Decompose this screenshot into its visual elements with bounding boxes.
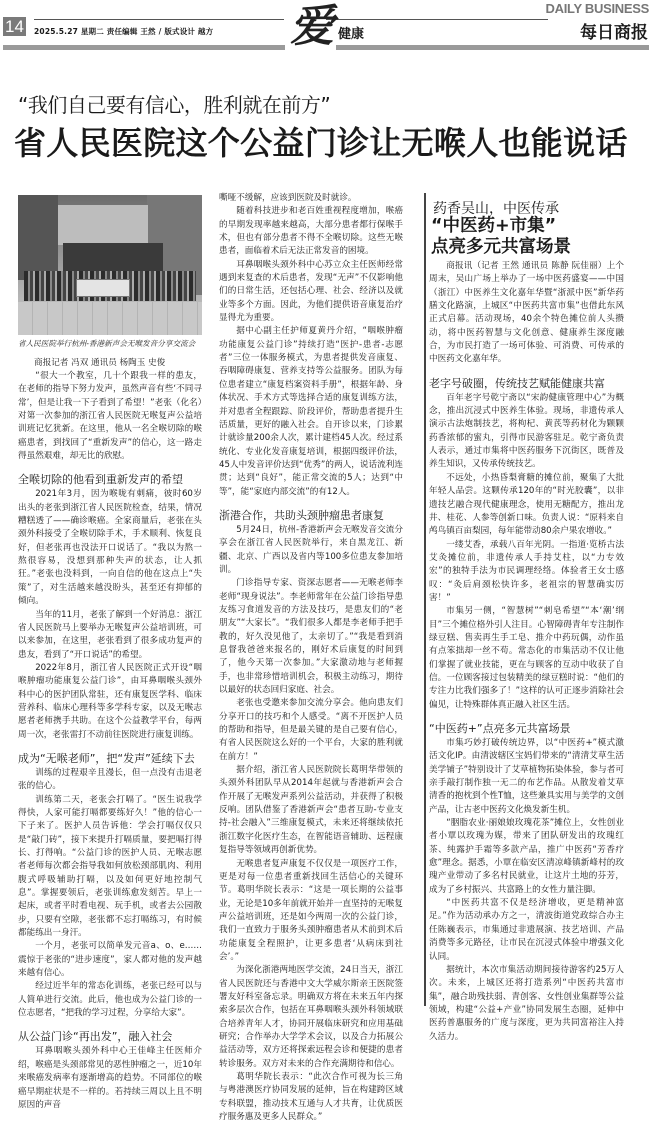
article-headline: 省人民医院这个公益门诊让无喉人也能说话 (14, 124, 628, 162)
paragraph: 当年的11月，老张了解到一个好消息：浙江省人民医院马上要举办无喉复声公益培训班，可以来参加，在这里，老张看到了很多成功复声的患友，看到了“开口说话”的希望。 (18, 609, 202, 660)
group-photo (18, 195, 202, 335)
paragraph: 老张也受邀来参加交流分享会。他向患友们分享开口的技巧和个人感受。“离不开医护人员的帮助和指导，但是最关键的是自己要有信心，有省人民医院这么好的一个平台，大家的胜利就在前方！” (219, 698, 403, 762)
article-column-1 (18, 370, 202, 1112)
photo-ground (18, 302, 202, 335)
page-number: 14 (3, 17, 26, 36)
section-subheading: 成为“无喉老师”，把“发声”延续下去 (18, 751, 195, 765)
paragraph: 市集巧妙打破传统边界，以“中医药+”模式激活文化IP。由清波辖区宝妈们带来的“清清艾草生活美学铺子”特别设计了艾草植物拓染体验，参与者可亲手敲打制作独一无二的布艺作品。从散发着艾草清香的抱枕到个性T恤，这些兼具实用与美学的文创产品，让古老中医药文化焕发新生机。 (429, 738, 624, 815)
photo-backdrop (63, 243, 163, 273)
photo-caption: 省人民医院举行杭州-香港新声会无喉发音分享交流会 (18, 339, 196, 348)
paragraph: 耳鼻咽喉头颈外科中心苏立众主任医师经常遇到来复查的术后患者，发现“无声”不仅影响他们的日常生活，还包括心理、社会、经济以及就业等多个方面。因此，为他们提供语音康复治疗显得尤为重要。 (219, 259, 403, 324)
masthead (0, 0, 652, 60)
masthead-bar (3, 45, 285, 50)
section-subheading: “中医药+”点亮多元共富场景 (429, 722, 571, 735)
section-subheading: 老字号破圈，传统技艺赋能健康共富 (429, 376, 605, 390)
section-name: 健康 (338, 27, 365, 42)
paragraph: 训练第二天，老张会打嗝了。“医生说我学得快，人家可能打嗝都要练好久！”他的信心一下子来了。医护人员告诉他：学会打嗝仅仅只是“敲门砖”，接下来提升打嗝质量，要把嗝打得长、打得响。“公益门诊的医护人员、无喉志愿者老师每次都会指导我如何放松颈部肌肉、利用腹式呼吸辅助打嗝，以及如何更好地控制气息”。掌握要领后，老张训练愈发刻苦。早上一起床，或者平时看电视、玩手机，或者去公园散步，只要有空隙，老张都不忘打嗝练习，有时候都能练出一身汗。 (18, 794, 202, 939)
section-subheading: 浙港合作，共助头颈肿瘤患者康复 (219, 508, 384, 522)
paragraph: 一个月，老张可以简单发元音a、o、e……震惊于老张的“进步速度”，家人都对他的发声越来越有信心。 (18, 941, 202, 979)
paragraph: 5月24日，杭州-香港新声会无喉发音交流分享会在浙江省人民医院举行，来自黑龙江、新疆、北京、广西以及省内等100多位患友参加培训。 (219, 524, 403, 575)
article-column-2 (219, 192, 403, 1124)
sidebar-headline (431, 216, 571, 258)
masthead-rule (326, 19, 548, 20)
photo-banner (76, 279, 130, 297)
paragraph: 2022年8月，浙江省人民医院正式开设“咽喉肿瘤功能康复公益门诊”，由耳鼻咽喉头颈外科中心的医护团队常驻，还有康复医学科、临床营养科、临床心理科等多学科专家，以及无喉志愿者老师携手共助。在这个公益教学平台，每两周一次，老张雷打不动前往医院进行康复训练。 (18, 662, 202, 740)
paragraph: 无喉患者复声康复不仅仅是一项医疗工作，更是对每一位患者重新找回生活信心的关键环节。葛明华院长表示：“这是一项长期的公益事业，无论是10多年前就开始并一直坚持的无喉复声公益培训班，还是如今两周一次的公益门诊，我们一直致力于服务头颈肿瘤患者从术前到术后功能康复全程照护，让更多患者‘从病床到社会’。” (219, 858, 403, 962)
paragraph: “胭脂农业·丽娘娘玫瑰花茶”摊位上，女性创业者小覃以玫瑰为媒，带来了团队研发出的玫瑰红茶、纯露护手霜等多款产品，推广中医药“芳香疗愈”理念。据悉，小覃在临安区清凉峰镇新峰村的玫瑰产业带动了多名村民就业，让这片土地的芬芳，成为了乡村振兴、共富路上的女性力量注脚。 (429, 818, 624, 895)
article-kicker: “我们自己要有信心，胜利就在前方” (18, 93, 331, 117)
section-logo-glyph: 爱 (290, 1, 334, 52)
sidebar-column (429, 260, 624, 1044)
paragraph: 据统计，本次市集活动期间接待游客约25万人次。未来，上城区还将打造系列“中医药共富市集”，融合助残扶弱、青创客、女性创业集群等公益领域，构建“公益+产业”协同发展生态圈，延伸中医药普惠服务的广度与深度，更为共同富裕注入持久活力。 (429, 964, 624, 1042)
paragraph: 门诊指导专家、资深志愿者——无喉老师李老师“现身说法”。李老师常年在公益门诊指导患友练习食道发音的方法及技巧，是患友们的“老朋友”“大家长”。“我们很多人都是李老师手把手教的，好久没见他了，太亲切了。”“我是看到消息督我爸爸来报名的，刚好术后康复的时间到了，他今天第一次参加。”大家激动地与老师握手，也非常珍惜培训机会，积极主动练习，期待以最好的状态回归家庭、社会。 (219, 578, 403, 696)
paragraph: 据中心副主任护师夏黄丹介绍，“咽喉肿瘤功能康复公益门诊”持续打造“医护-患者-志愿者”三位一体服务模式，为患者提供发音康复、吞咽障碍康复、营养支持等公益服务。团队为每位患者建立“康复档案资料手册”，根据年龄、身体状况、手术方式等选择合适的康复训练方法，并对患者全程跟踪、阶段评价，帮助患者提升生活质量，更好的融入社会。自开诊以来，门诊累计就诊量200余人次，累计建档45人次。经过系统化、专业化发音康复培训，根据四级评价法，45人中发音评价达到“优秀”的两人，说话流利连贯；达到“良好”，能正常交流的5人；达到“中等”，能“家庭内部交流”的有12人。 (219, 326, 403, 497)
paragraph: 训练的过程艰辛且漫长，但一点没有击退老张的信心。 (18, 767, 202, 792)
paragraph: 据介绍，浙江省人民医院院长葛明华带领的头颈外科团队早从2014年起就与香港新声会合作开展了无喉发声系列公益活动，并获得了积极反响。团队借鉴了香港新声会“患者互助-专业支持-社会融入”三维康复模式，未来还将继续依托浙江数字化医疗生态，在智能语音辅助、远程康复指导等领域再创新优势。 (219, 765, 403, 856)
section-subheading: 全喉切除的他看到重新发声的希望 (18, 473, 183, 487)
sidebar-headline-line2: 点亮多元共富场景 (431, 237, 571, 257)
paragraph: 市集另一侧，“智慧树”“刺皂希望”“本‘潮’纲目”三个摊位格外引人注目。心智障碍青年专注制作绿豆糕、售卖再生手工皂、推介中药玩偶，动作虽有点笨拙却一丝不苟。常态化的市集活动不仅让他们掌握了就业技能，更在与顾客的互动中收获了自信。一位顾客接过包装精美的绿豆糕时说：“他们的专注力比我们强多了！”这样的认可正逐步消除社会偏见，让特殊群体真正融入社区生活。 (429, 606, 624, 710)
paragraph: 耳鼻咽喉头颈外科中心王佳峰主任医师介绍，喉癌是头颈部常见的恶性肿瘤之一，近10年来喉癌发病率有逐渐增高的趋势。不同部位的喉癌早期症状是不一样的。若持续三周以上且不明原因的声音 (18, 1046, 202, 1110)
paragraph: 经过近半年的常态化训练，老张已经可以与人简单进行交流。此后，他也成为公益门诊的一位志愿者，“把我的学习过程，分享给大家”。 (18, 981, 202, 1019)
paragraph: 嘶哑不缓解，应该到医院及时就诊。 (219, 193, 357, 203)
paragraph: 百年老字号乾宁斋以“宋韵健康管理中心”为概念，推出沉浸式中医养生体验。现场，非遗传承人演示古法炮制技艺，将枸杞、黄芪等药材化为颗颗药香浓郁的蜜丸，引得市民游客驻足。乾宁斋负责人表示，通过市集将中医药服务下沉街区，既普及养生知识，又传承传统技艺。 (429, 392, 624, 470)
masthead-bar (336, 45, 649, 50)
paragraph: 2021年3月，因为喉咙有刺痛，彼时60岁出头的老张到浙江省人民医院检查，结果，情况糟糕透了——确诊喉癌。全家商量后，老张在头颈外科接受了全喉切除手术，手术顺利、恢复良好，但老张再也没法开口说话了。“我以为熬一熬很容易，没想到那种失声的状态，让人抓狂。”老张也没料到，一向自信的他在这点上“失策”了，对生活越来越没盼头，甚至还有抑郁的倾向。 (18, 489, 202, 607)
paragraph: 商报讯（记者 王然 通讯员 陈静 阮佳丽）上个周末，吴山广场上举办了一场中医药盛宴——中国（浙江）中医养生文化嘉年华暨“浙派中医”新华药膳文化路演，上城区“中医药共富市集”也借此东风正式启幕。活动现场，40余个特色摊位前人头攒动，将中医药智慧与文化创意、健康养生深度融合，为市民打造了一场可体验、可消费、可传承的中医药文化嘉年华。 (429, 261, 624, 365)
brand-chinese: 每日商报 (580, 23, 648, 43)
paragraph: “中医药共富不仅是经济增收，更是精神富足。”作为活动承办方之一，清波街道党政综合办主任陈巍表示，市集通过非遗展演、技艺培训、产品消费等多元路径，让市民在沉浸式体验中增强文化认同。 (429, 898, 624, 962)
date-editor-line: 2025.5.27 星期二 责任编辑 王然 / 版式设计 越方 (34, 27, 214, 36)
sidebar-headline-line1: “中医药+市集” (431, 216, 557, 236)
paragraph: 一缕艾香，承载八百年光阴。一指道·览桥古法艾灸摊位前，非遗传承人手持艾柱，以“力专效宏”的独特手法为市民调理经络。体验者王女士感叹：“灸后肩颈松快许多，老祖宗的智慧确实厉害！” (429, 539, 624, 603)
column-divider (424, 193, 426, 1006)
paragraph: 随着科技进步和老百姓重视程度增加，喉癌的早期发现率越来越高，大部分患者都行保喉手术，但也有部分患者不得不全喉切除。这些无喉患者，面临着术后无法正常发音的困境。 (219, 206, 403, 257)
byline: 商报记者 冯双 通讯员 杨陶玉 史俊 (34, 358, 166, 368)
photo-building (18, 195, 58, 280)
paragraph: 不远处，小热昏梨膏糖的摊位前，聚集了大批年轻人品尝。这颗传承120年的“时光胶囊”，以非遗技艺融合现代健康理念，使用无糖配方，推出龙井、桂花、人参等创新口味。负责人说：“原料来自鸬鸟镇百亩梨园，每年能带动80余户果农增收。” (429, 472, 624, 537)
paragraph: “很大一个教室，几十个跟我一样的患友，在老师的指导下努力发声，虽然声音有些‘不同寻常’，但是让我一下子看到了希望！”老张（化名）对第一次参加的浙江省人民医院无喉复声公益培训班记忆犹新。在这里，他从一名全喉切除的喉癌患者，到找回了“重新发声”的信心，这一路走得虽然艰难，却无比的欣慰。 (18, 371, 202, 462)
masthead-rule (34, 19, 284, 20)
section-subheading: 从公益门诊“再出发”，融入社会 (18, 1030, 173, 1044)
photo-screen (58, 205, 148, 245)
paragraph: 葛明华院长表示：“此次合作可视为长三角与粤港澳医疗协同发展的延伸，旨在构建跨区域专科联盟，推动技术互通与人才共育，让优质医疗服务惠及更多人民群众。” (219, 1072, 403, 1123)
brand-english: DAILY BUSINESS (545, 1, 649, 16)
sidebar-kicker: 药香吴山，中医传承 (433, 201, 559, 217)
paragraph: 为深化浙港两地医学交流，24日当天，浙江省人民医院还与香港中文大学威尔斯亲王医院签署友好科室备忘录。明确双方将在未来五年内探索多层次合作，包括在耳鼻咽喉头颈外科领域联合培养青年人才，协同开展临床研究和应用基础研究；合作举办大学学术会议，以及合力拓展公益活动等，双方还将探索远程会诊和便捷的患者转诊服务。双方对未来的合作充满期待和信心。 (219, 965, 403, 1069)
